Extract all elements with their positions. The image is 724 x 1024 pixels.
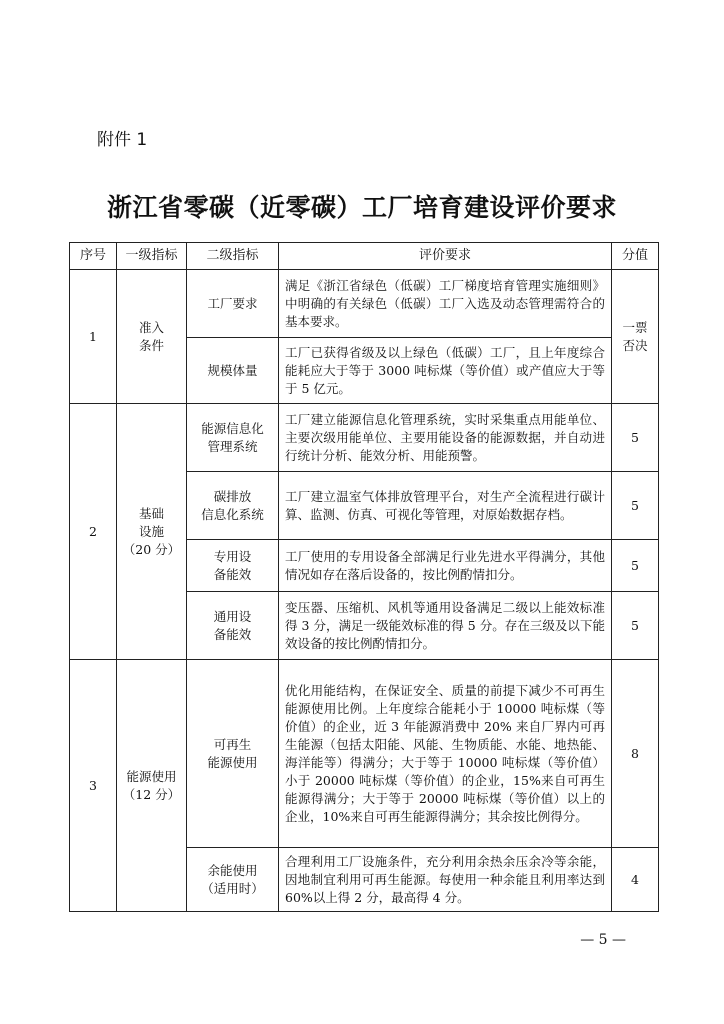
score-cell: 5 [612, 540, 659, 592]
score-cell: 4 [612, 848, 659, 912]
level2-cell: 规模体量 [187, 338, 279, 404]
requirement-cell: 工厂建立温室气体排放管理平台，对生产全流程进行碳计算、监测、仿真、可视化等管理，对原始数据存档。 [279, 472, 612, 540]
score-cell: 8 [612, 660, 659, 848]
requirement-cell: 变压器、压缩机、风机等通用设备满足二级以上能效标准得 3 分，满足一级能效标准的得 5 分。存在三级及以下能效设备的按比例酌情扣分。 [279, 592, 612, 660]
level2-text: 通用设 [213, 608, 252, 624]
score-cell: 5 [612, 404, 659, 472]
level2-text: 能源使用 [207, 754, 258, 770]
evaluation-table [69, 242, 659, 912]
level1-text: 准入 [138, 319, 164, 335]
level2-text: 备能效 [213, 626, 252, 642]
document-title: 浙江省零碳（近零碳）工厂培育建设评价要求 [106, 193, 617, 222]
level1-cell [117, 660, 187, 912]
level2-cell: 工厂要求 [187, 270, 279, 338]
level2-cell [187, 848, 279, 912]
level2-cell [187, 540, 279, 592]
level2-text: 管理系统 [207, 438, 258, 454]
score-cell: 一票否决 [612, 270, 659, 404]
requirement-cell: 合理利用工厂设施条件，充分利用余热余压余冷等余能，因地制宜利用可再生能源。每使用一种余能且利用率达到 60%以上得 2 分，最高得 4 分。 [279, 848, 612, 912]
level1-text: 能源使用 [126, 768, 177, 784]
table-row [70, 660, 659, 848]
level2-text: 可再生 [213, 736, 252, 752]
table-row [70, 404, 659, 472]
level2-text: 备能效 [213, 566, 252, 582]
level2-cell [187, 592, 279, 660]
level2-cell [187, 660, 279, 848]
header-requirement: 评价要求 [279, 243, 612, 270]
row-no: 2 [70, 404, 117, 660]
attachment-label: 附件 1 [97, 130, 148, 150]
level1-text: 基础 [138, 505, 164, 521]
level1-text: 设施 [138, 523, 164, 539]
level1-text: （12 分） [122, 786, 181, 802]
level1-text: 条件 [138, 337, 164, 353]
level2-text: 碳排放 [213, 488, 252, 504]
level2-cell [187, 404, 279, 472]
row-no: 1 [70, 270, 117, 404]
level2-text: 能源信息化 [201, 420, 264, 436]
level1-cell [117, 404, 187, 660]
row-no: 3 [70, 660, 117, 912]
level2-text: 余能使用 [207, 862, 258, 878]
level2-text: （适用时） [201, 880, 264, 896]
page-number: — 5 — [580, 932, 626, 948]
score-cell: 5 [612, 592, 659, 660]
requirement-cell: 工厂使用的专用设备全部满足行业先进水平得满分，其他情况如存在落后设备的，按比例酌情扣分。 [279, 540, 612, 592]
level2-text: 信息化系统 [201, 506, 264, 522]
requirement-cell: 优化用能结构，在保证安全、质量的前提下减少不可再生能源使用比例。上年度综合能耗小于 10000 吨标煤（等价值）的企业，近 3 年能源消费中 20% 来自厂界内可再生能源（包括太阳能、风能、生物质能、水能、地热能、海洋能等）得满分；大于等于 10000 吨标煤（等价值）小于 20000 吨标煤（等价值）的企业，15%来自可再生能源得满分；大于等于 20000 吨标煤（等价值）以上的企业，10%来自可再生能源得满分；其余按比例得分。 [279, 660, 612, 848]
score-cell: 5 [612, 472, 659, 540]
requirement-cell: 工厂已获得省级及以上绿色（低碳）工厂，且上年度综合能耗应大于等于 3000 吨标煤（等价值）或产值应大于等于 5 亿元。 [279, 338, 612, 404]
requirement-cell: 工厂建立能源信息化管理系统，实时采集重点用能单位、主要次级用能单位、主要用能设备的能源数据，并自动进行统计分析、能效分析、用能预警。 [279, 404, 612, 472]
header-no: 序号 [70, 243, 117, 270]
table-row [70, 270, 659, 338]
level2-cell [187, 472, 279, 540]
header-score: 分值 [612, 243, 659, 270]
level2-text: 专用设 [213, 548, 252, 564]
requirement-cell: 满足《浙江省绿色（低碳）工厂梯度培育管理实施细则》中明确的有关绿色（低碳）工厂入选及动态管理需符合的基本要求。 [279, 270, 612, 338]
header-level1: 一级指标 [117, 243, 187, 270]
level1-text: （20 分） [122, 541, 181, 557]
table-header-row [70, 243, 659, 270]
level1-cell [117, 270, 187, 404]
header-level2: 二级指标 [187, 243, 279, 270]
